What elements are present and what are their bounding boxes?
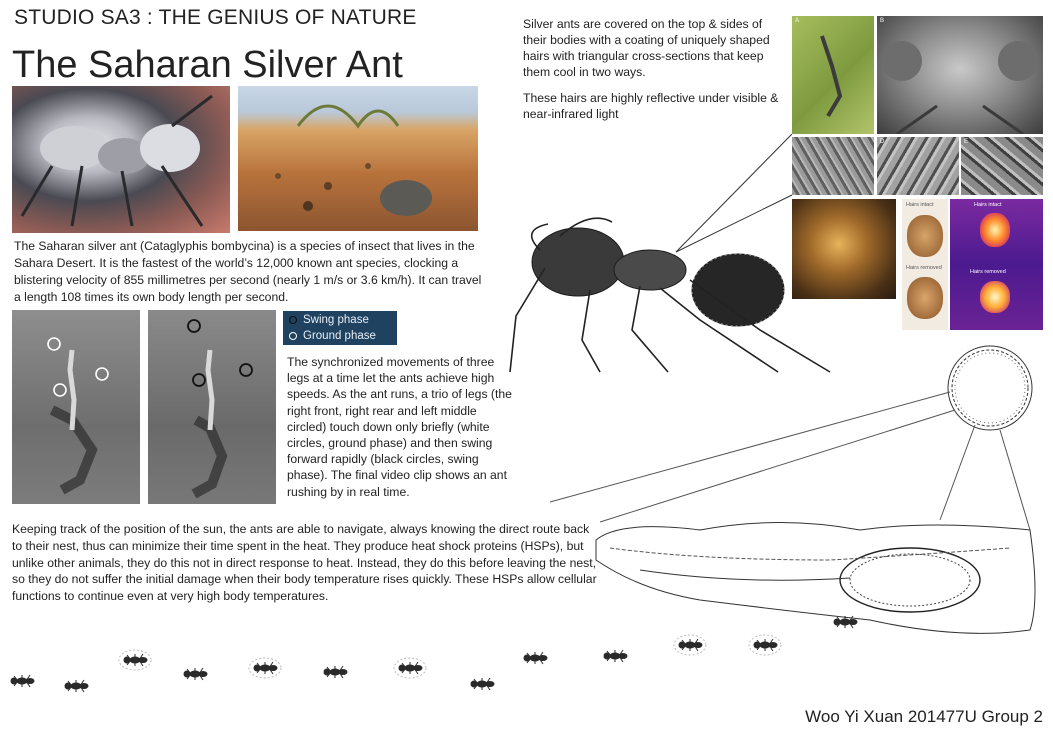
- hairs-intact-label: Hairs intact: [906, 202, 934, 208]
- ant-on-plant-photo: A: [792, 16, 874, 134]
- hair-sem-d-image: D: [877, 137, 959, 195]
- legend-ground-label: Ground phase: [303, 330, 376, 342]
- studio-heading: STUDIO SA3 : THE GENIUS OF NATURE: [14, 6, 417, 29]
- hairs-paragraph: Silver ants are covered on the top & sides of their bodies with a coating of uniquely shaped hairs with triangular cross-sections that keep them cool in two ways.: [523, 17, 770, 79]
- thermal-hairs-intact-label: Hairs intact: [974, 202, 1002, 208]
- gait-paragraph: The synchronized movements of three legs at a time let the ants achieve high speeds. As the ant runs, a trio of legs (the right front, right rear and left middle circled) touch down only briefly (white circles, ground phase) and then swing forward rapidly (black circles, swing phase). The final video clip shows an ant rushing by in real time.: [287, 355, 512, 499]
- intro-paragraph: The Saharan silver ant (Cataglyphis bombycina) is a species of insect that lives in the Sahara Desert. It is the fastest of the world’s 12,000 known ant species, clocking a blistering velocity of 855 millimetres per second (nearly 1 m/s or 3.6 km/h). It can travel a length 108 times its own body length per second.: [14, 239, 482, 304]
- hairs-removed-label: Hairs removed: [906, 265, 942, 271]
- ant-head-sem-image: B: [877, 16, 1043, 134]
- author-credit: Woo Yi Xuan 201477U Group 2: [805, 707, 1043, 726]
- page-title: The Saharan Silver Ant: [12, 44, 403, 86]
- navigation-paragraph: Keeping track of the position of the sun, the ants are able to navigate, always knowing the direct route back to their nest, thus can minimize their time spent in the heat. They produce heat shock proteins (HSPs), but unlike other animals, they do this not in direct response to heat. Instead, they do this before leaving the nest, so they do not suffer the initial damage when their body temperature rises quickly. These HSPs allow cellular functions to continue even at very high body temperatures.: [12, 522, 597, 604]
- reflect-paragraph: These hairs are highly reflective under visible & near-infrared light: [523, 91, 779, 121]
- thermal-hairs-removed-label: Hairs removed: [970, 269, 1006, 275]
- legend-swing-label: Swing phase: [303, 314, 369, 326]
- hair-sem-e-image: E: [961, 137, 1043, 195]
